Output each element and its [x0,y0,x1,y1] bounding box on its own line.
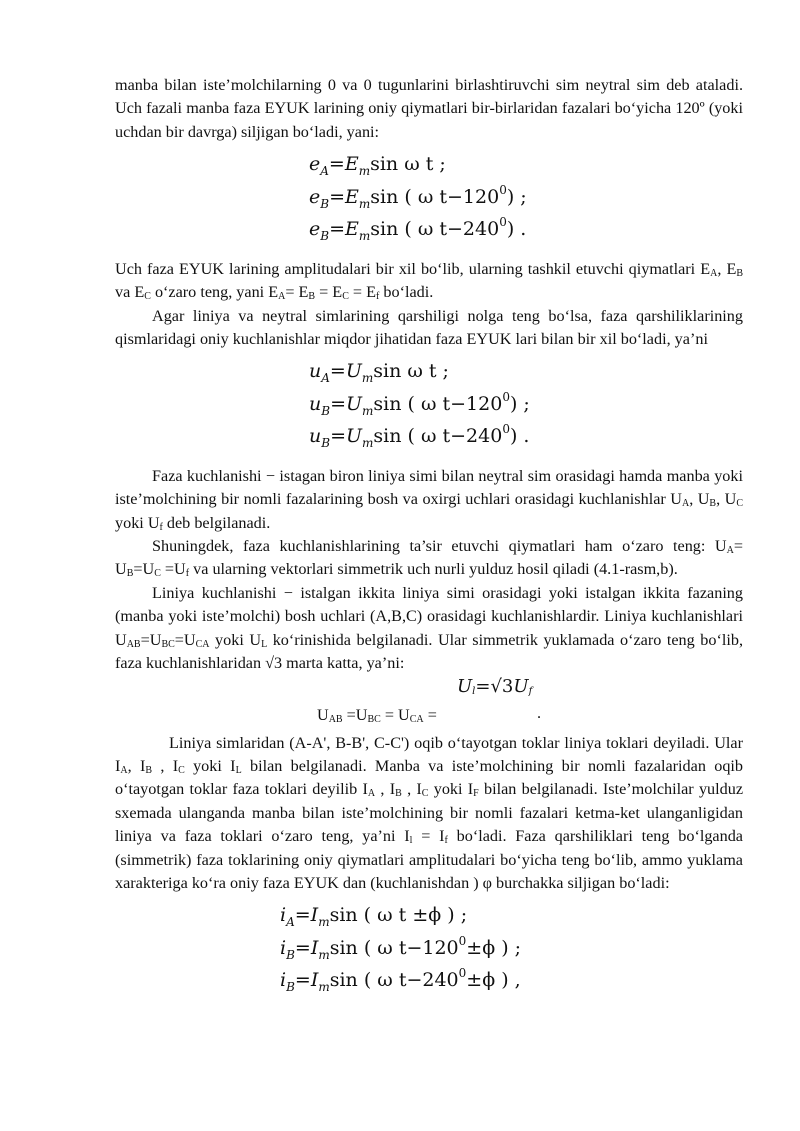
paragraph-7: Liniya simlaridan (A-A', B-B', C-C') oqib o‘tayotgan toklar liniya toklari deyiladi. Ular $I_A$, $I_B$ , $I_C$ yoki $I_L$ bilan belgilanadi. Manba va iste’molchining bir nomli fazalaridan oqib o‘tayotgan toklar faza toklari deyilib $I_A$ , $I_B$ , $I_C$ yoki $I_F$ bilan belgilanadi. Iste’molchilar yulduz sxemada ulanganda manba bilan iste’molchining bir nomli fazalari ketma-ket ulanganligidan liniya va faza toklari o‘zaro teng, ya’ni $I_l = I_f$ bo‘ladi. Faza qarshiliklari teng bo‘lganda (simmetrik) faza toklarining oniy qiymatlari amplitudalari bo‘yicha teng bo‘lib, ammo yuklama xarakteriga ko‘ra oniy faza EYUK dan (kuchlanishdan ) φ burchakka siljigan bo‘ladi: [115,733,744,892]
paragraph-6: Liniya kuchlanishi − istalgan ikkita liniya simi orasidagi yoki istalgan ikkita fazaning (manba yoki iste’molchi) bosh uchlari (A,B,C) orasidagi kuchlanishlardir. Liniya kuchlanishlari $U_{AB}=U_{BC}=U_{CA}$ yoki $U_L$ ko‘rinishida belgilanadi. Ular simmetrik yuklamada o‘zaro teng bo‘lib, faza kuchlanishlaridan √3 marta katta, ya’ni: [115,583,743,673]
equation-ic: $i_B=I_m\sin$ ( ω $t-240^0\pm\phi$ ) , [280,966,521,995]
paragraph-1: manba bilan iste’molchilarning 0 va 0 tugunlarini birlashtiruvchi sim neytral sim deb ataladi. Uch fazali manba faza EYUK larining oniy qiymatlari bir-birlaridan fazalari bo‘yicha 120º (yoki uchdan bir davrga) siljigan bo‘ladi, yani: [115,76,743,141]
voltage-equations [115,355,743,453]
equation-ea: $e_A=E_m\sin$ ω t ; [309,153,446,179]
equation-ub: $u_B=U_m\sin$ ( ω $t-120^0$) ; [309,389,530,418]
paragraph-5: Shuningdek, faza kuchlanishlarining ta’sir etuvchi qiymatlari ham o‘zaro teng: $U_A= U_B=U_C =U_f$ va ularning vektorlari simmetrik uch nurli yulduz hosil qiladi (4.1-rasm,b). [115,537,743,580]
current-equations [115,899,743,997]
emf-equations [115,148,743,246]
line-voltage-equation: $U_{AB} =U_{BC} = U_{CA}$ = $U_l=√3U_f$ . [317,675,542,725]
line-voltage-rhs: $U_l=√3U_f$ [457,675,533,697]
equation-eb: $e_B=E_m\sin$ ( ω $t-120^0$) ; [309,182,527,211]
paragraph-3: Agar liniya va neytral simlarining qarshiligi nolga teng bo‘lsa, faza qarshiliklarining qismlaridagi oniy kuchlanishlar miqdor jihatidan faza EYUK lari bilan bir xil bo‘ladi, ya’ni [115,306,743,348]
equation-ec: $e_B=E_m\sin$ ( ω $t-240^0$) . [309,215,527,244]
paragraph-4: Faza kuchlanishi − istagan biron liniya simi bilan neytral sim orasidagi hamda manba yoki iste’molchining bir nomli fazalarining bosh va oxirgi uchlari orasidagi kuchlanishlar $U_A$, $U_B$, $U_C$ yoki $U_f$ deb belgilanadi. [115,466,743,533]
equation-uc: $u_B=U_m\sin$ ( ω $t-240^0$) . [309,422,530,451]
equation-ia: $i_A=I_m\sin$ ( ω t ±ϕ ) ; [280,904,468,930]
document-page [115,74,743,1009]
equation-ib: $i_B=I_m\sin$ ( ω $t-120^0\pm\phi$ ) ; [280,933,522,962]
equation-ua: $u_A=U_m\sin$ ω t ; [309,360,449,386]
paragraph-2: Uch faza EYUK larining amplitudalari bir xil bo‘lib, ularning tashkil etuvchi qiymatlari $E_A$, $E_B$ va $E_C$ o‘zaro teng, yani $E_A= E_B = E_C = E_f$ bo‘ladi. [115,259,744,303]
line-voltage-lhs: $U_{AB} =U_{BC} = U_{CA}$ = [317,705,437,725]
